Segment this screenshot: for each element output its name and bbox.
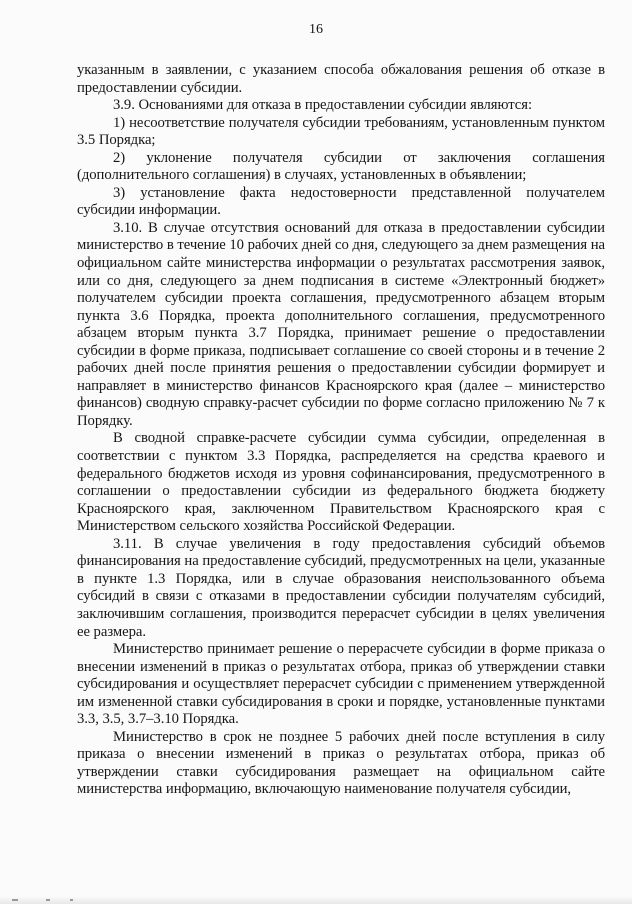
paragraph-continuation: указанным в заявлении, с указанием способа обжалования решения об отказе в предоставлении субсидии. (77, 62, 605, 96)
scan-speck (12, 899, 18, 901)
scan-speck (70, 899, 73, 901)
paragraph-3-11-decision: Министерство принимает решение о перерасчете субсидии в форме приказа о внесении изменений в приказ о результатах отбора, приказ об утверждении ставки субсидирования и осуществляет перерасчет субсидии с применением утвержденной им измененной ставки субсидирования в сроки и порядке, установленные пунктами 3.3, 3.5, 3.7–3.10 Порядка. (77, 641, 605, 728)
paragraph-3-11-publication: Министерство в срок не позднее 5 рабочих дней после вступления в силу приказа о внесении изменений в приказ о результатах отбора, приказ об утверждении ставки субсидирования размещает на официальном сайте министерства информацию, включающую наименование получателя субсидии, (77, 728, 605, 798)
paragraph-3-10: 3.10. В случае отсутствия оснований для отказа в предоставлении субсидии министерство в течение 10 рабочих дней со дня, следующего за днем размещения на официальном сайте министерства информации о результатах рассмотрения заявок, или со дня, следующего за днем подписания в системе «Электронный бюджет» получателем субсидии проекта соглашения, предусмотренного абзацем вторым пункта 3.6 Порядка, проекта дополнительного соглашения, предусмотренного абзацем вторым пункта 3.7 Порядка, принимает решение о предоставлении субсидии в форме приказа, подписывает соглашение со своей стороны и в течение 2 рабочих дней после принятия решения о предоставлении субсидии формирует и направляет в министерство финансов Красноярского края (далее – министерство финансов) сводную справку-расчет субсидии по форме согласно приложению № 7 к Порядку. (77, 219, 605, 429)
paragraph-3-10-calculation: В сводной справке-расчете субсидии сумма субсидии, определенная в соответствии с пунктом 3.3 Порядка, распределяется на средства краевого и федерального бюджетов исходя из уровня софинансирования, предусмотренного в соглашении о предоставлении субсидии из федерального бюджета бюджету Красноярского края, заключенном Правительством Красноярского края с Министерством сельского хозяйства Российской Федерации. (77, 430, 605, 535)
page-number: 16 (309, 22, 323, 37)
scan-speck (46, 899, 50, 901)
scan-bottom-edge (0, 896, 632, 904)
paragraph-3-11: 3.11. В случае увеличения в году предоставления субсидий объемов финансирования на предоставление субсидий, предусмотренных на цели, указанные в пункте 1.3 Порядка, или в случае образования неиспользованного объема субсидий в связи с отказами в предоставлении субсидии получателям субсидий, заключившим соглашения, производится перерасчет субсидии в целях увеличения ее размера. (77, 535, 605, 640)
paragraph-3-9-item-1: 1) несоответствие получателя субсидии требованиям, установленным пунктом 3.5 Порядка; (77, 114, 605, 149)
paragraph-3-9-item-2: 2) уклонение получателя субсидии от заключения соглашения (дополнительного соглашения) в случаях, установленных в объявлении; (77, 149, 605, 184)
paragraph-3-9: 3.9. Основаниями для отказа в предоставлении субсидии являются: (113, 97, 532, 114)
paragraph-3-9-item-3: 3) установление факта недостоверности представленной получателем субсидии информации. (77, 184, 605, 219)
document-body (77, 62, 605, 799)
